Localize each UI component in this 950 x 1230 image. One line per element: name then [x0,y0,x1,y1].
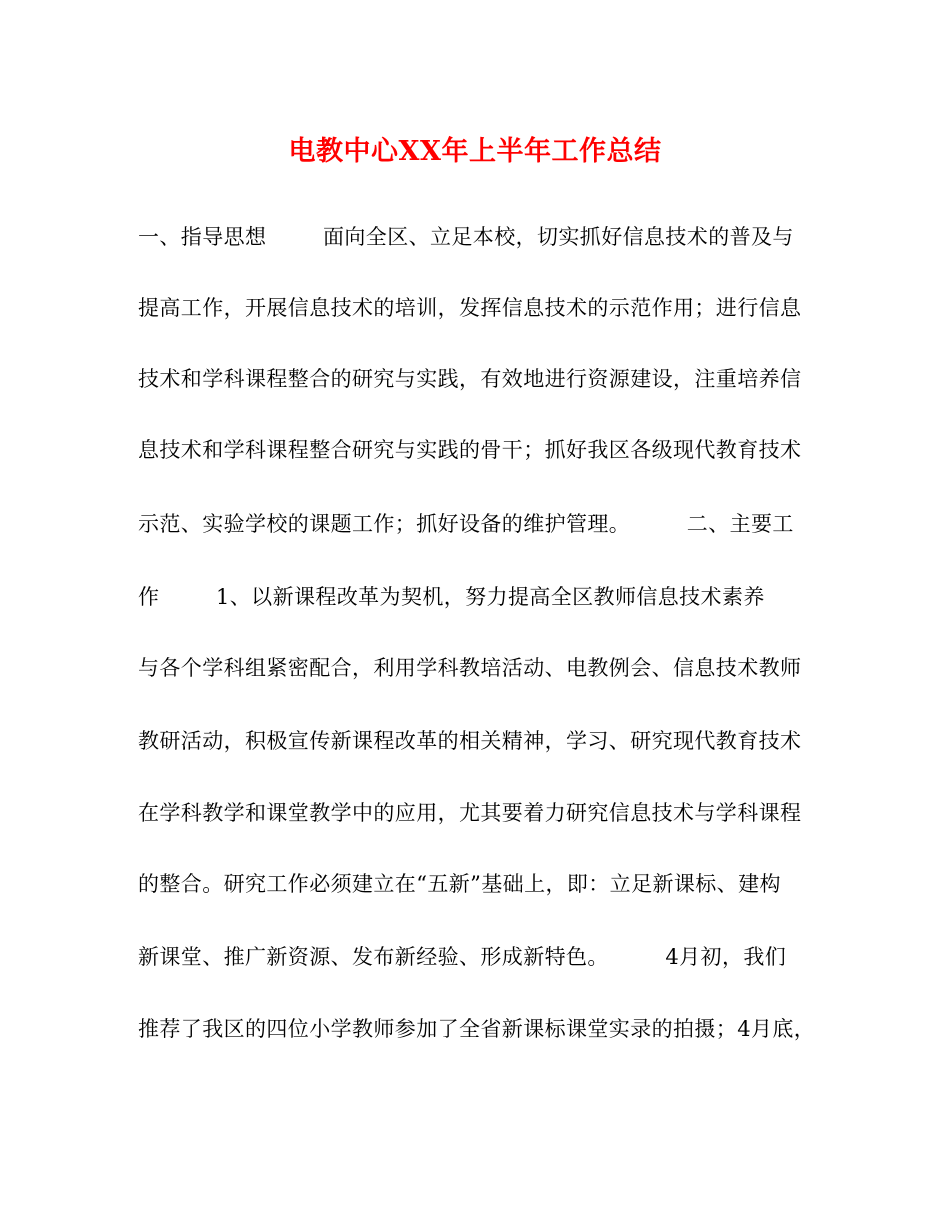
body-line: 的整合。研究工作必须建立在“五新”基础上，即：立足新课标、建构 [138,872,781,896]
body-line: 息技术和学科课程整合研究与实践的骨干；抓好我区各级现代教育技术 [138,438,802,462]
body-line: 一、指导思想 面向全区、立足本校，切实抓好信息技术的普及与 [138,225,794,249]
body-line: 技术和学科课程整合的研究与实践，有效地进行资源建设，注重培养信 [138,367,802,391]
body-line: 新课堂、推广新资源、发布新经验、形成新特色。 4月初，我们 [138,945,787,969]
body-line: 作 1、以新课程改革为契机，努力提高全区教师信息技术素养 [138,585,765,609]
body-line: 示范、实验学校的课题工作；抓好设备的维护管理。 二、主要工 [138,512,794,536]
body-line: 推荐了我区的四位小学教师参加了全省新课标课堂实录的拍摄；4月底， [138,1017,816,1041]
body-line: 在学科教学和课堂教学中的应用，尤其要着力研究信息技术与学科课程 [138,801,802,825]
document-title: 电教中心XX年上半年工作总结 [288,136,662,167]
body-line: 与各个学科组紧密配合，利用学科教培活动、电教例会、信息技术教师 [138,656,802,680]
body-line: 提高工作，开展信息技术的培训，发挥信息技术的示范作用；进行信息 [138,296,802,320]
body-line: 教研活动，积极宣传新课程改革的相关精神，学习、研究现代教育技术 [138,729,802,753]
